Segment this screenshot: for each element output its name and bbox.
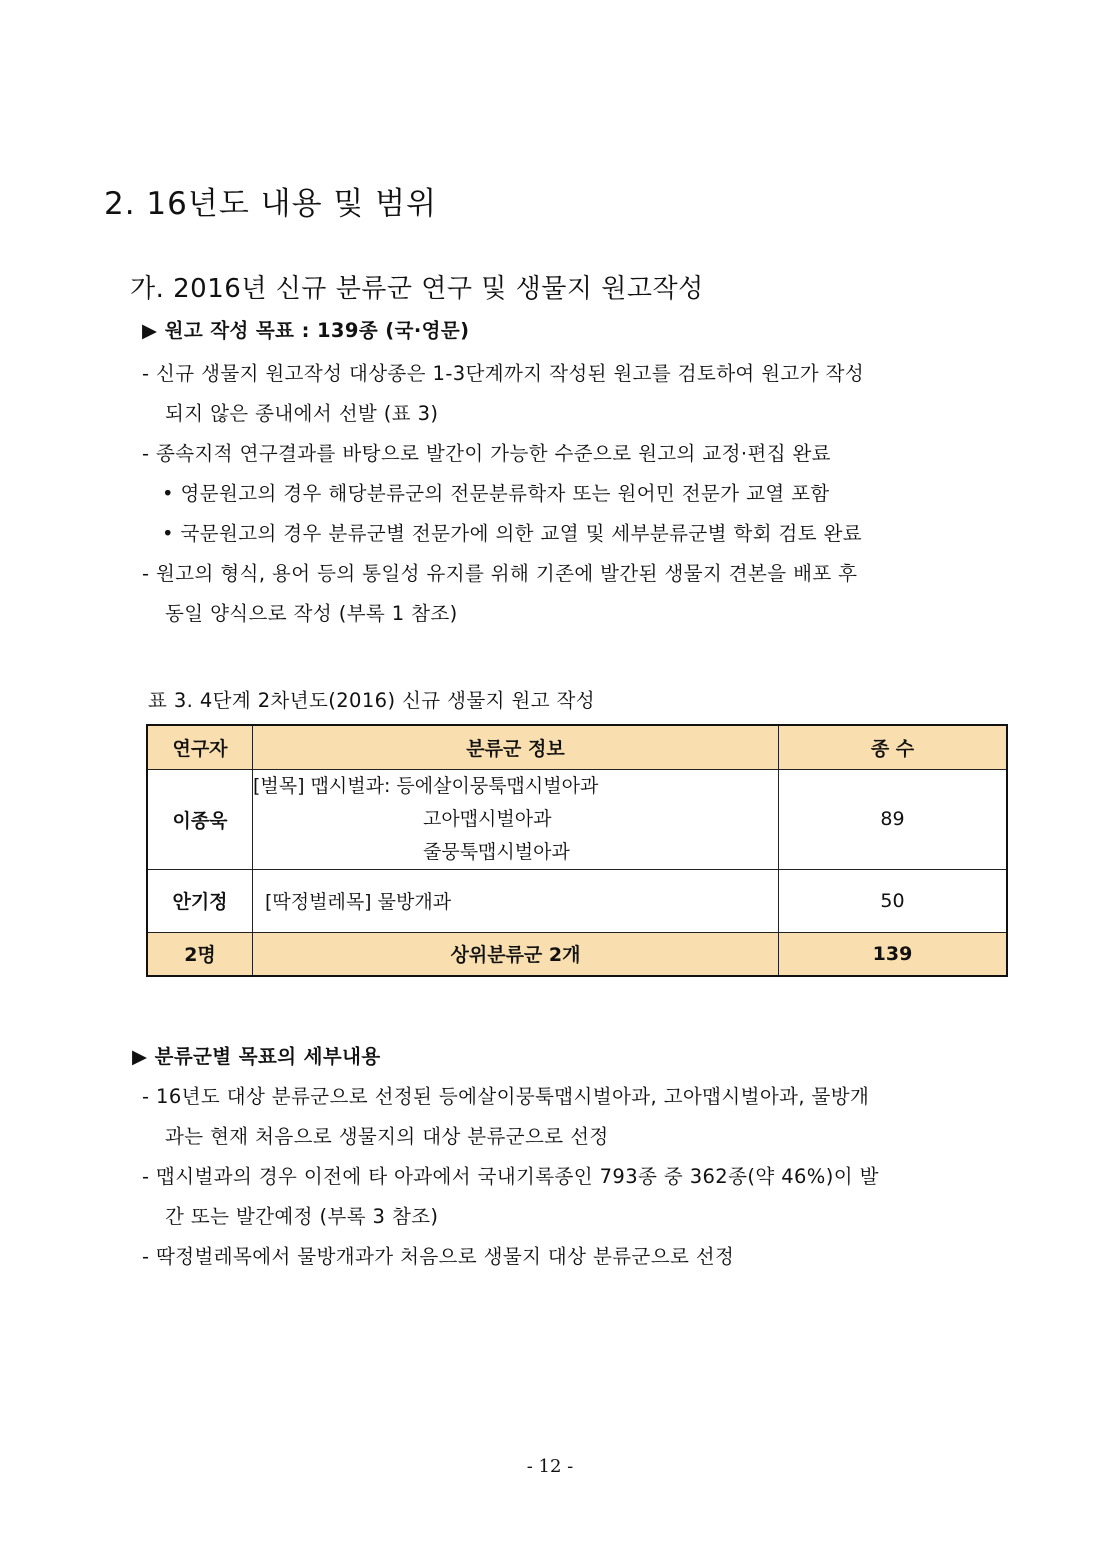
bullet-line: - 딱정벌레목에서 물방개과가 처음으로 생물지 대상 분류군으로 선정 [142,1245,735,1268]
bullet-line: - 신규 생물지 원고작성 대상종은 1-3단계까지 작성된 원고를 검토하여 원고가 작성 [142,362,865,385]
total-taxa: 상위분류군 2개 [253,932,779,976]
bullet-line: - 맵시벌과의 경우 이전에 타 아과에서 국내기록종인 793종 중 362종(약 46%)이 발 [142,1165,879,1188]
taxa-cell: [딱정벌레목] 물방개과 [253,869,779,932]
total-count: 139 [779,932,1008,976]
taxa-line: 고아맵시벌아과 [423,807,552,830]
bullet-line: - 16년도 대상 분류군으로 선정된 등에살이뭉툭맵시벌아과, 고아맵시벌아과, 물방개 [142,1085,870,1108]
bullet-line: 간 또는 발간예정 (부록 3 참조) [165,1205,439,1228]
bullet-line: 동일 양식으로 작성 (부록 1 참조) [165,602,458,625]
count-cell: 89 [779,769,1008,869]
header-count: 종 수 [779,725,1008,769]
taxa-line: [벌목] 맵시벌과: 등에살이뭉툭맵시벌아과 [253,774,599,797]
bullet-line: 과는 현재 처음으로 생물지의 대상 분류군으로 선정 [165,1125,609,1148]
researcher-cell: 안기정 [147,869,253,932]
bullet-line: 되지 않은 종내에서 선발 (표 3) [165,402,439,425]
header-taxa: 분류군 정보 [253,725,779,769]
bullet-line: - 원고의 형식, 용어 등의 통일성 유지를 위해 기존에 발간된 생물지 견본을 배포 후 [142,562,858,585]
target-heading: ▶ 원고 작성 목표 : 139종 (국·영문) [142,319,470,342]
section-title: 2. 16년도 내용 및 범위 [104,186,438,222]
page-number: - 12 - [526,1456,574,1477]
taxa-cell [253,769,779,869]
total-researchers: 2명 [147,932,253,976]
bullet-line: - 종속지적 연구결과를 바탕으로 발간이 가능한 수준으로 원고의 교정·편집 완료 [142,442,832,465]
table-row [147,869,1007,932]
table-total-row [147,932,1007,976]
table-row [147,769,1007,869]
count-cell: 50 [779,869,1008,932]
sub-bullet-line: • 영문원고의 경우 해당분류군의 전문분류학자 또는 원어민 전문가 교열 포함 [162,482,830,505]
table-caption: 표 3. 4단계 2차년도(2016) 신규 생물지 원고 작성 [148,689,596,712]
manuscript-table [146,724,1008,977]
taxa-line: 줄뭉툭맵시벌아과 [423,840,570,863]
header-researcher: 연구자 [147,725,253,769]
researcher-cell: 이종욱 [147,769,253,869]
subsection-title: 가. 2016년 신규 분류군 연구 및 생물지 원고작성 [130,274,704,304]
sub-bullet-line: • 국문원고의 경우 분류군별 전문가에 의한 교열 및 세부분류군별 학회 검토 완료 [162,522,863,545]
table-header-row [147,725,1007,769]
detail-heading: ▶ 분류군별 목표의 세부내용 [132,1045,381,1068]
